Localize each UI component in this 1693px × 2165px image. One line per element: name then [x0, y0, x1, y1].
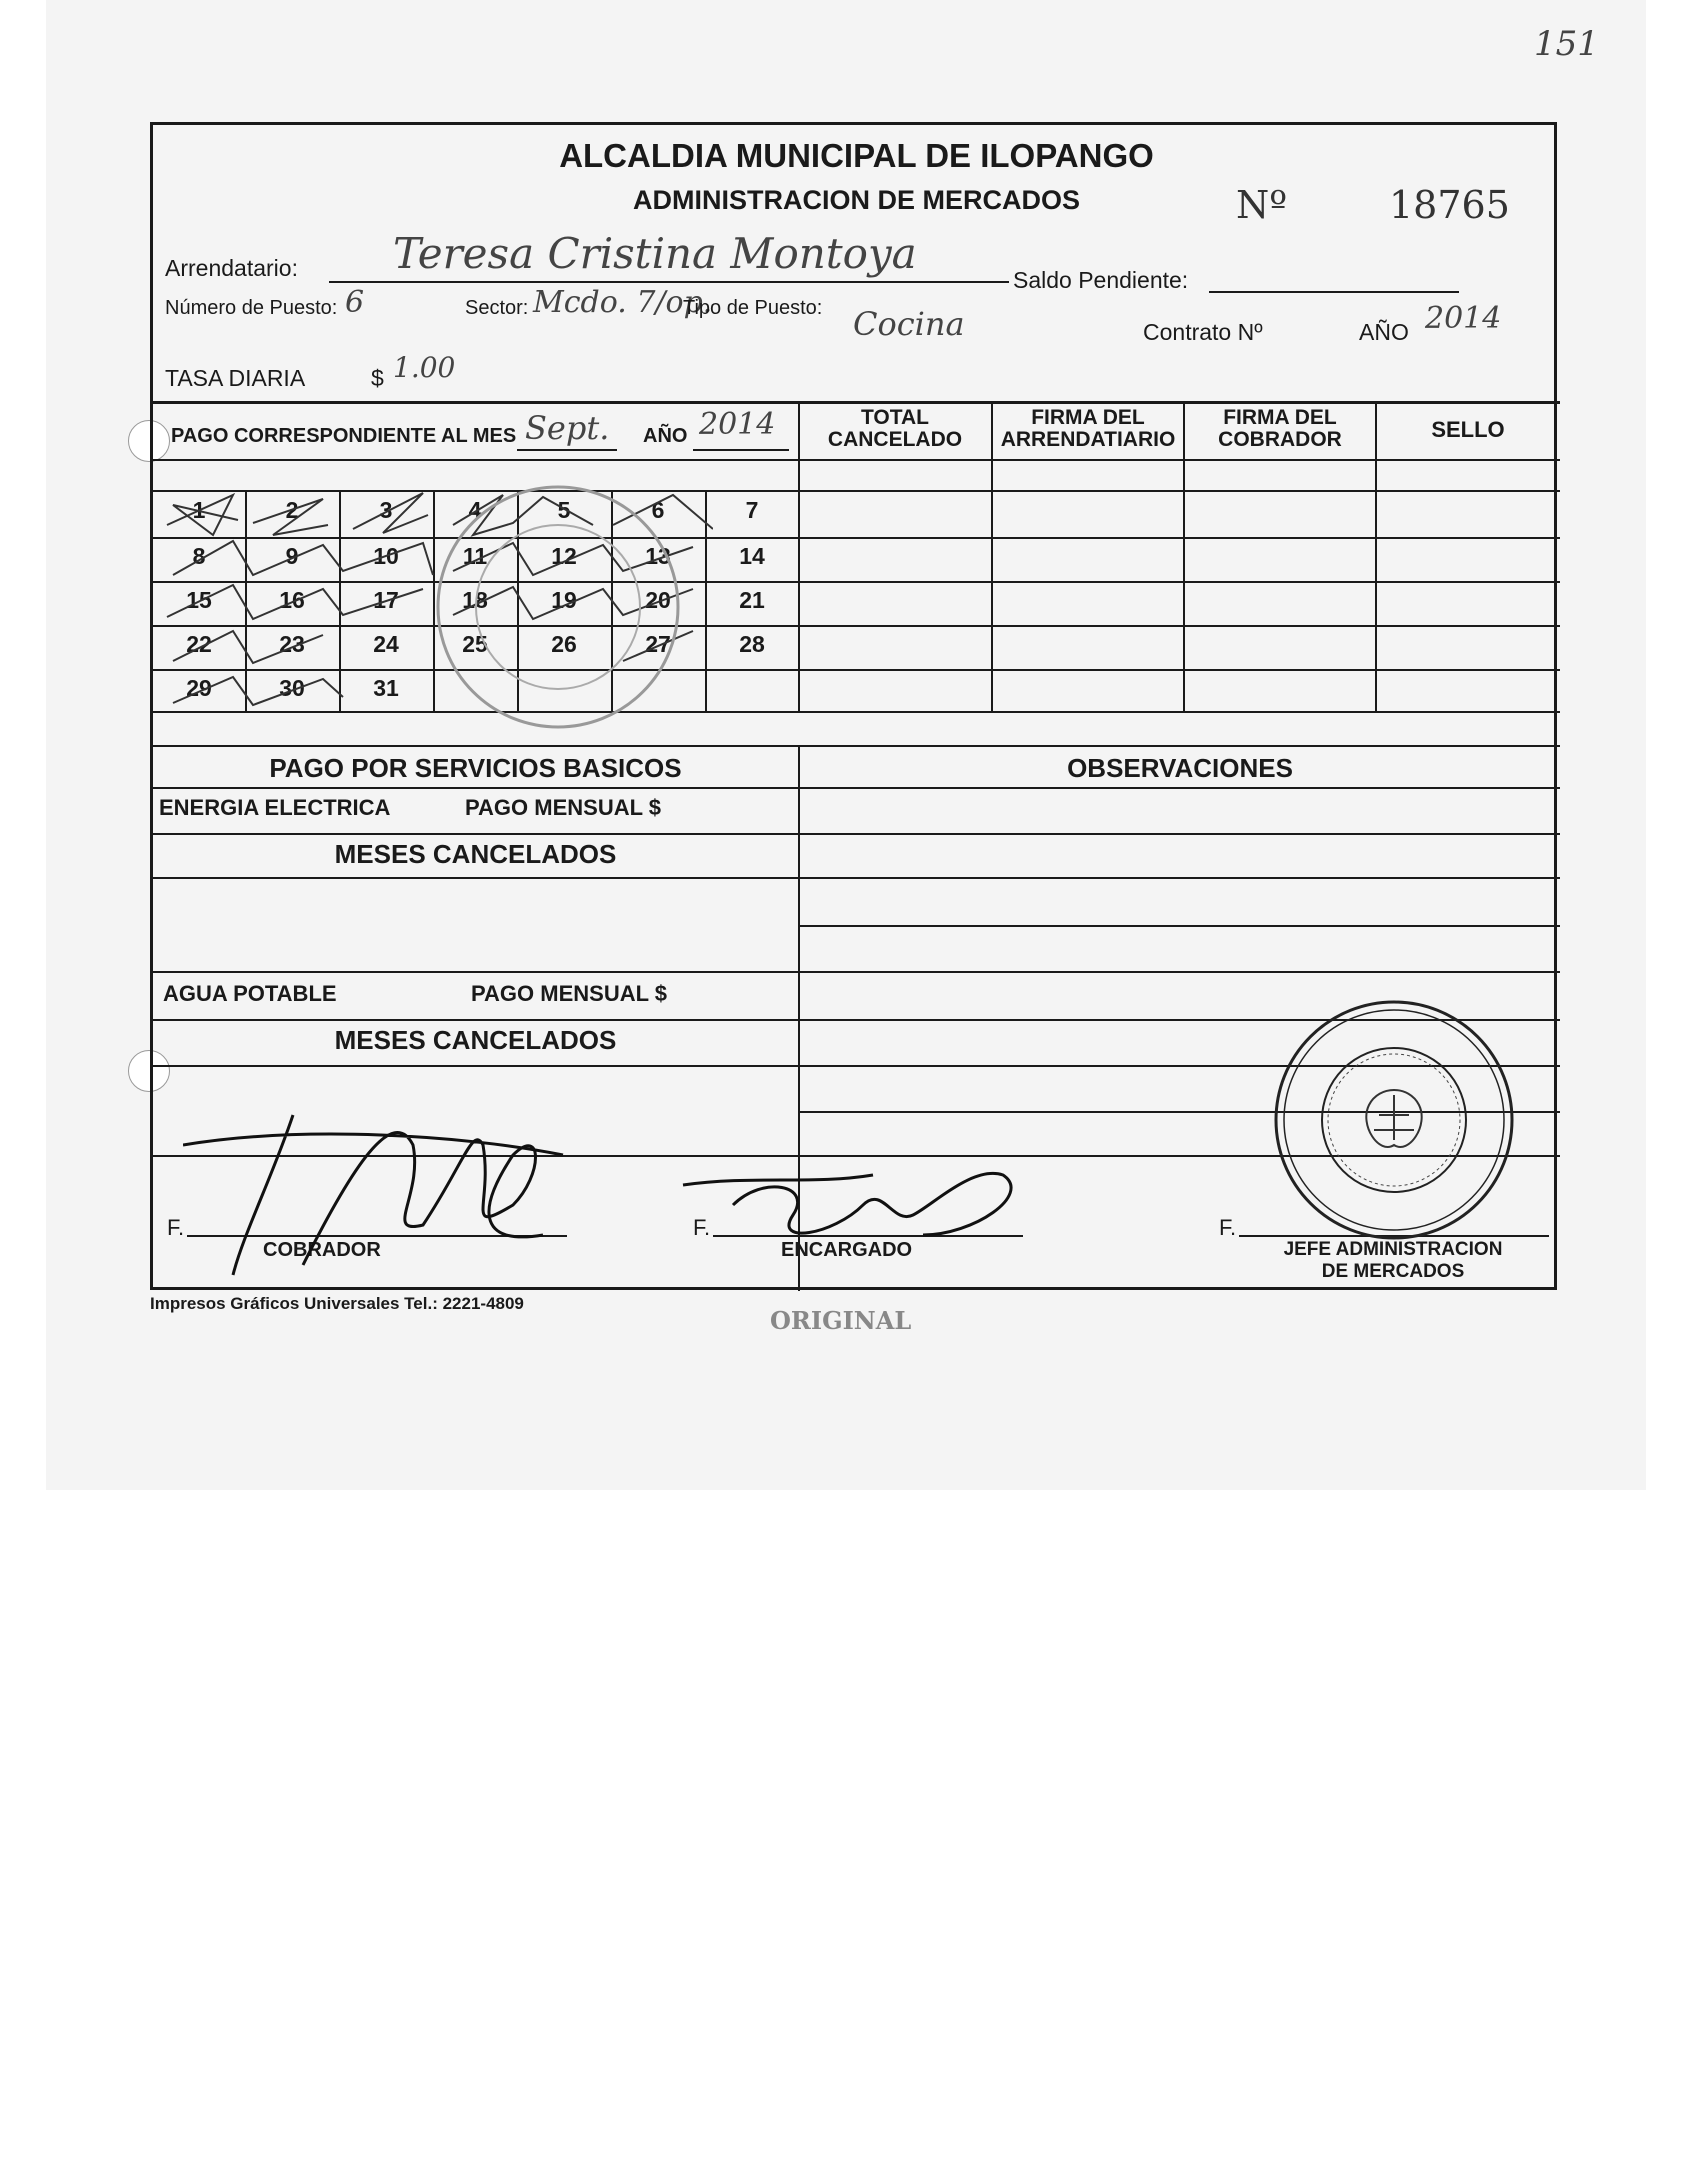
anio-value: 2014: [1425, 301, 1502, 336]
strike-day-3: [353, 493, 428, 533]
printer-credit: Impresos Gráficos Universales Tel.: 2221-4809: [150, 1294, 524, 1313]
day-cell-14: 14: [739, 543, 765, 569]
day-cell-5: 5: [557, 497, 571, 523]
strike-day-2: [253, 499, 328, 535]
year-value: 2014: [699, 407, 776, 442]
saldo-label: Saldo Pendiente:: [1013, 267, 1189, 293]
day-cell-11: 11: [462, 543, 488, 569]
services-rule-4: [153, 971, 1560, 973]
day-cell-9: 9: [285, 543, 299, 569]
year-line: [693, 449, 789, 451]
jefe-label: [1243, 1239, 1543, 1283]
day-cell-16: 16: [279, 587, 305, 613]
faded-stamp-grid: [428, 477, 688, 737]
col-divider-sello: [1375, 401, 1377, 711]
day-cell-28: 28: [739, 631, 765, 657]
tasa-symbol: $: [371, 365, 384, 391]
cobrador-signature: [183, 1085, 583, 1285]
day-cell-31: 31: [373, 675, 399, 701]
day-cell-25: 25: [462, 631, 488, 657]
day-cell-13: 13: [645, 543, 671, 569]
meses-cancelados-agua: MESES CANCELADOS: [334, 1025, 617, 1055]
number-label: Nº: [1236, 183, 1288, 227]
strike-days-15-17: [167, 585, 423, 619]
col-firma-arr-header: [993, 407, 1183, 451]
services-rule-1: [153, 787, 1560, 789]
copy-label: ORIGINAL: [770, 1306, 912, 1335]
month-value: Sept.: [525, 409, 610, 447]
day-cell-29: 29: [186, 675, 212, 701]
services-rule-3: [153, 877, 1560, 879]
tasa-value: 1.00: [393, 351, 456, 384]
sector-value: Mcdo. 7/op.: [533, 285, 713, 320]
page-number: 151: [1534, 24, 1599, 64]
day-cell-21: 21: [739, 587, 765, 613]
official-seal-stamp: [1269, 995, 1519, 1245]
strike-days-8-10: [173, 541, 433, 575]
tipo-label: Tipo de Puesto:: [683, 297, 823, 319]
day-cell-26: 26: [551, 631, 577, 657]
contrato-label: Contrato Nº: [1143, 319, 1263, 345]
day-cell-4: 4: [468, 497, 482, 523]
col-firma-cob-header: [1185, 407, 1375, 451]
col-firma-cob-line1: FIRMA DEL: [1223, 406, 1337, 429]
day-cell-2: 2: [285, 497, 299, 523]
month-label: PAGO CORRESPONDIENTE AL MES: [171, 425, 517, 447]
jefe-label-line2: DE MERCADOS: [1321, 1261, 1465, 1282]
day-cell-1: 1: [192, 497, 206, 523]
day-cell-3: 3: [379, 497, 393, 523]
services-rule-2: [153, 833, 1560, 835]
day-cell-18: 18: [462, 587, 488, 613]
obs-rule-1: [798, 925, 1560, 927]
saldo-line: [1209, 291, 1459, 293]
anio-label: AÑO: [1359, 319, 1409, 345]
receipt-number: 18765: [1389, 183, 1510, 227]
jefe-label-line1: JEFE ADMINISTRACION: [1283, 1239, 1503, 1260]
encargado-label: ENCARGADO: [781, 1239, 913, 1261]
cobrador-label: COBRADOR: [263, 1239, 381, 1261]
day-cell-19: 19: [551, 587, 577, 613]
pago-mensual-energia: PAGO MENSUAL $: [465, 795, 661, 820]
agua-label: AGUA POTABLE: [163, 981, 337, 1006]
day-cell-23: 23: [279, 631, 305, 657]
tasa-label: TASA DIARIA: [165, 365, 306, 391]
col-firma-arr-line1: FIRMA DEL: [1031, 406, 1145, 429]
observaciones-title: OBSERVACIONES: [1067, 753, 1293, 783]
f-jefe: F.: [1219, 1215, 1237, 1240]
day-cell-7: 7: [745, 497, 759, 523]
rental-receipt-form: [150, 122, 1557, 1290]
strike-day-1: [167, 495, 238, 535]
form-subtitle: ADMINISTRACION DE MERCADOS: [632, 185, 1080, 215]
day-cell-22: 22: [186, 631, 212, 657]
strike-days-29-30: [173, 677, 343, 705]
col-total-line2: CANCELADO: [827, 428, 963, 451]
payment-bottom-rule: [153, 745, 1560, 747]
arrendatario-label: Arrendatario:: [165, 255, 298, 281]
day-cell-30: 30: [279, 675, 305, 701]
sector-label: Sector:: [465, 297, 529, 319]
tipo-value: Cocina: [853, 305, 965, 343]
f-encargado: F.: [693, 1215, 711, 1240]
form-title: ALCALDIA MUNICIPAL DE ILOPANGO: [559, 137, 1154, 174]
col-total-header: [800, 407, 990, 451]
year-label: AÑO: [643, 425, 688, 447]
services-title: PAGO POR SERVICIOS BASICOS: [269, 753, 682, 783]
puesto-label: Número de Puesto:: [165, 297, 338, 319]
encargado-signature: [673, 1145, 1033, 1265]
arrendatario-line: [329, 281, 1009, 283]
payment-header-rule: [153, 459, 1560, 461]
strike-days-22-23: [173, 631, 323, 663]
day-cell-6: 6: [651, 497, 665, 523]
day-cell-17: 17: [373, 587, 399, 613]
day-cell-10: 10: [373, 543, 399, 569]
col-firma-cob-line2: COBRADOR: [1218, 428, 1342, 451]
col-total-line1: TOTAL: [860, 406, 930, 429]
col-sello-header: SELLO: [1431, 417, 1505, 442]
col-firma-arr-line2: ARRENDATIARIO: [1000, 428, 1176, 451]
day-cell-8: 8: [192, 543, 206, 569]
puesto-value: 6: [345, 285, 365, 320]
f-cobrador: F.: [167, 1215, 185, 1240]
day-cell-24: 24: [373, 631, 399, 657]
day-cell-27: 27: [645, 631, 671, 657]
arrendatario-value: Teresa Cristina Montoya: [393, 229, 917, 278]
day-cell-12: 12: [551, 543, 577, 569]
month-line: [517, 449, 617, 451]
day-cell-15: 15: [186, 587, 212, 613]
energia-label: ENERGIA ELECTRICA: [159, 795, 391, 820]
day-cell-20: 20: [645, 587, 671, 613]
meses-cancelados-energia: MESES CANCELADOS: [334, 839, 617, 869]
pago-mensual-agua: PAGO MENSUAL $: [471, 981, 667, 1006]
payment-top-rule: [153, 401, 1560, 404]
